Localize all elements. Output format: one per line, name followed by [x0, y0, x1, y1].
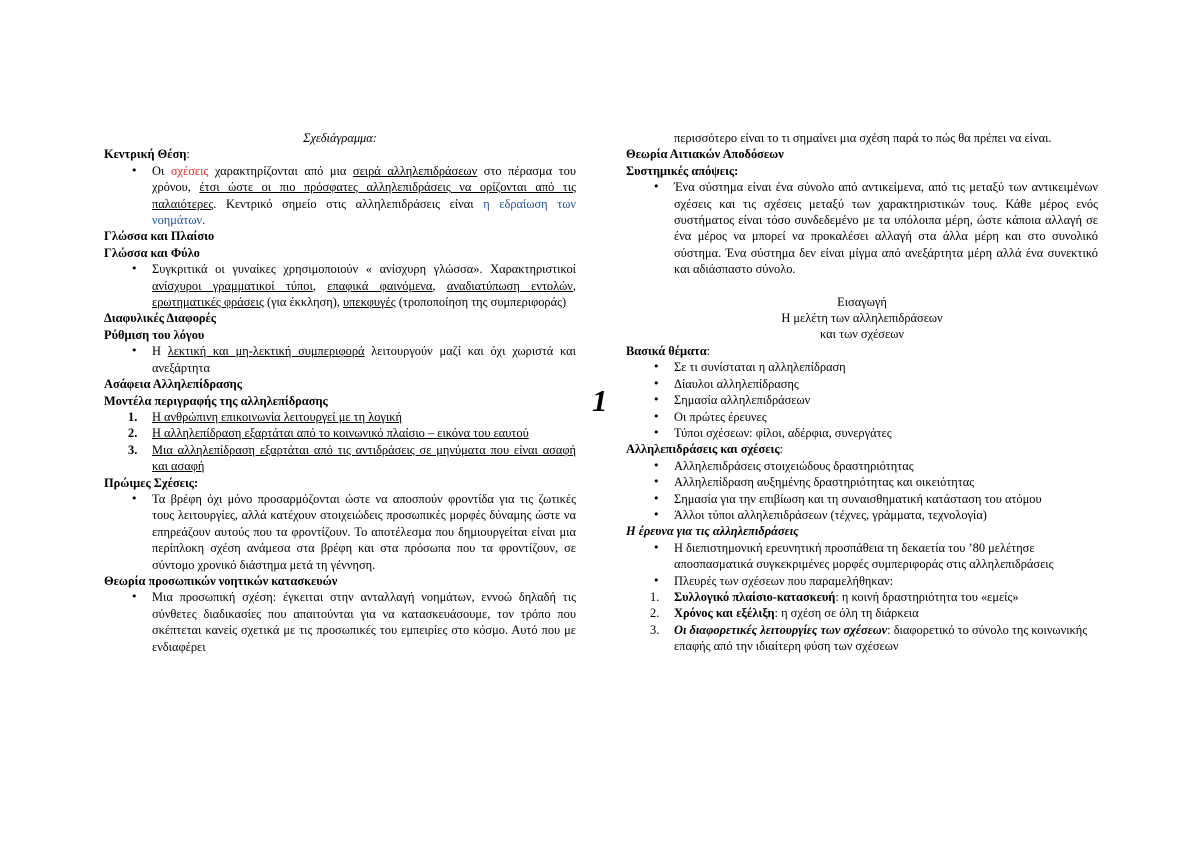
heading-interactions-relations [626, 441, 1098, 457]
underlined-text: επαφικά φαινόμενα [327, 278, 433, 293]
list-item-text: Η ανθρώπινη επικοινωνία λειτουργεί με τη λογική [152, 409, 402, 424]
list-number: 1. [650, 589, 660, 604]
underlined-text: υπεκφυγές [343, 295, 396, 310]
list-item: • Αλληλεπίδραση αυξημένης δραστηριότητας και οικειότητας [626, 474, 1098, 490]
list-item [104, 425, 576, 441]
systemic-list [626, 179, 1098, 277]
list-number: 3. [128, 442, 138, 457]
heading-label: Αλληλεπιδράσεις και σχέσεις [626, 442, 780, 457]
heading-language-context: Γλώσσα και Πλαίσιο [104, 229, 215, 244]
underlined-text: ανίσχυροι γραμματικοί τύποι [152, 278, 313, 293]
text-run: χαρακτηρίζονται από μια [208, 163, 353, 178]
list-item: • Πλευρές των σχέσεων που παραμελήθηκαν: [626, 573, 1098, 589]
basic-topics-list [626, 359, 1098, 441]
list-item: • Σημασία αλληλεπιδράσεων [626, 392, 1098, 408]
list-item: • Τα βρέφη όχι μόνο προσαρμόζονται ώστε να αποσπούν φροντίδα για τις ζωτικές τους λειτουργίες, αλλά κατέχουν στοιχειώδεις προσωπικές μορφές δύναμης ώστε να επηρεάζουν αυτούς που τα φροντίζουν. Το αποτέλεσμα που δημιουργείται είναι μια περίπλοκη σχέση ανάμεσα στα βρέφη και στα πρόσωπα που τα φροντίζουν, σε σύντομο χρονικό διάστημα μετά τη γέννηση. [104, 491, 576, 573]
underlined-text: σειρά αλληλεπιδράσεων [352, 163, 478, 178]
text-run: , [432, 278, 447, 293]
underlined-text: λεκτική και μη-λεκτική συμπεριφορά [167, 344, 365, 359]
text-run: . Κεντρικό σημείο στις αλληλεπιδράσεις είναι [213, 196, 484, 211]
list-item-label: Οι διαφορετικές λειτουργίες των σχέσεων [674, 622, 888, 637]
list-item: • Σε τι συνίσταται η αλληλεπίδραση [626, 359, 1098, 375]
list-item-text: : διαφορετικό το σύνολο της κοινωνικής επαφής από την ιδιαίτερη φύση των σχέσεων [674, 622, 1088, 654]
text-run: στο πέρασμα του χρόνου, [152, 163, 576, 195]
intro-subtitle: και των σχέσεων [820, 327, 904, 342]
highlight-relations: σχέσεις [170, 163, 209, 178]
left-column [104, 130, 576, 655]
list-item: • Οι πρώτες έρευνες [626, 409, 1098, 425]
text-run: Οι [152, 163, 171, 178]
heading-label: Κεντρική Θέση [104, 147, 187, 162]
list-item [626, 622, 1098, 655]
early-relations-list [104, 491, 576, 573]
list-item-text: : η σχέση σε όλη τη διάρκεια [774, 606, 919, 621]
heading-research: Η έρευνα για τις αλληλεπιδράσεις [626, 524, 799, 539]
list-item-text: Μια αλληλεπίδραση εξαρτάται από τις αντιδράσεις σε μηνύματα που είναι ασαφή και ασαφή [152, 442, 576, 474]
heading-personal-constructs: Θεωρία προσωπικών νοητικών κατασκευών [104, 573, 338, 588]
heading-central-thesis [104, 146, 576, 162]
list-item-text: Η αλληλεπίδραση εξαρτάται από το κοινωνικό πλαίσιο – εικόνα του εαυτού [152, 426, 529, 441]
list-item: • Δίαυλοι αλληλεπίδρασης [626, 376, 1098, 392]
list-item-label: Χρόνος και εξέλιξη [674, 606, 775, 621]
continuation-text: περισσότερο είναι το τι σημαίνει μια σχέση παρά το πώς θα πρέπει να είναι. [674, 131, 1052, 145]
list-number: 3. [650, 622, 660, 637]
heading-ambiguity: Ασάφεια Αλληλεπίδρασης [104, 377, 242, 392]
list-item [104, 442, 576, 475]
gender-list [104, 261, 576, 310]
heading-attribution-theory: Θεωρία Αιτιακών Αποδόσεων [626, 147, 784, 162]
list-number: 1. [128, 409, 138, 424]
list-item [104, 343, 576, 376]
list-number: 2. [650, 606, 660, 621]
right-column [626, 130, 1098, 655]
heading-label: Βασικά θέματα [626, 343, 707, 358]
text-run: (για έκκληση), [263, 295, 344, 310]
heading-basic-topics [626, 343, 1098, 359]
heading-systemic-views: Συστημικές απόψεις: [626, 163, 739, 178]
list-item [626, 605, 1098, 621]
list-item: • Αλληλεπιδράσεις στοιχειώδους δραστηριότητας [626, 458, 1098, 474]
heading-colon: : [186, 147, 190, 162]
intro-heading: Εισαγωγή [837, 294, 887, 309]
heading-colon: : [779, 442, 784, 457]
research-list [626, 540, 1098, 589]
list-item: • Η διεπιστημονική ερευνητική προσπάθεια τη δεκαετία του ’80 μελέτησε αποσπασματικά συγκεκριμένες μορφές συμπεριφοράς στις αλληλεπιδράσεις [626, 540, 1098, 573]
list-item [104, 409, 576, 425]
list-item: • Ένα σύστημα είναι ένα σύνολο από αντικείμενα, από τις μεταξύ των αντικειμένων σχέσεις και τις σχέσεις μεταξύ των χαρακτηριστικών τους. Κάθε μέρος ενός συστήματος είναι τόσο συνδεδεμένο με τα υπόλοιπα μέρη, ώστε κάποια αλλαγή σε ένα μέρος να μπορεί να προκαλέσει αλλαγή στα άλλα μέρη και στο συνολικό σύστημα. Ένα σύστημα δεν είναι μίγμα από ανεξάρτητα μέρη αλλά ένα συνεκτικό και αδιάσπαστο σύνολο. [626, 179, 1098, 277]
text-run: Η [152, 344, 168, 359]
underlined-text: αναδιατύπωση εντολών [446, 278, 573, 293]
heading-language-gender: Γλώσσα και Φύλο [104, 245, 200, 260]
underlined-text: έτσι ώστε οι πιο πρόσφατες αλληλεπιδράσεις να ορίζονται από τις παλαιότερες [152, 180, 576, 211]
neglected-aspects-list [626, 589, 1098, 655]
text-run: (τροποποίηση της συμπεριφοράς) [395, 295, 567, 310]
central-thesis-list [104, 163, 576, 229]
highlight-meanings: η εδραίωση των νοημάτων [152, 196, 576, 228]
interactions-list [626, 458, 1098, 524]
list-item: • Μια προσωπική σχέση: έγκειται στην ανταλλαγή νοημάτων, εννοώ δηλαδή τις σύνθετες διαδικασίες που απαιτούνται για να κατασκευάσουμε, τον τρόπο που σκέπτεται κανείς σχετικά με τις προσωπικές του εμπειρίες στο κόσμο. Αυτό που με ενδιαφέρει [104, 589, 576, 655]
list-item [626, 589, 1098, 605]
intro-subtitle: Η μελέτη των αλληλεπιδράσεων [781, 311, 943, 326]
text-run: λειτουργούν μαζί και όχι χωριστά και ανεξάρτητα [152, 344, 576, 375]
regulation-list [104, 343, 576, 376]
underlined-text: ερωτηματικές φράσεις [152, 295, 264, 310]
list-item: • Σημασία για την επιβίωση και τη συναισθηματική κατάσταση του ατόμου [626, 491, 1098, 507]
list-item: • Άλλοι τύποι αλληλεπιδράσεων (τέχνες, γράμματα, τεχνολογία) [626, 507, 1098, 523]
list-item: • Τύποι σχέσεων: φίλοι, αδέρφια, συνεργάτες [626, 425, 1098, 441]
heading-cultural-differences: Διαφυλικές Διαφορές [104, 311, 217, 326]
constructs-list [104, 589, 576, 655]
list-item-text: : η κοινή δραστηριότητα του «εμείς» [835, 589, 1019, 604]
list-number: 2. [128, 426, 138, 441]
list-item-label: Συλλογικό πλαίσιο-κατασκευή [674, 589, 836, 604]
heading-early-relations: Πρώιμες Σχέσεις: [104, 475, 199, 490]
list-item [104, 163, 576, 229]
heading-colon: : [706, 343, 711, 358]
page-number: 1 [592, 383, 608, 418]
plan-title: Σχεδιάγραμμα: [303, 131, 377, 145]
text-run: , [312, 278, 328, 293]
heading-regulation: Ρύθμιση του λόγου [104, 327, 205, 342]
text-run: , [572, 278, 577, 293]
list-item [104, 261, 576, 310]
heading-models: Μοντέλα περιγραφής της αλληλεπίδρασης [104, 393, 328, 408]
models-list [104, 409, 576, 475]
text-run: Συγκριτικά οι γυναίκες χρησιμοποιούν « ανίσχυρη γλώσσα». Χαρακτηριστικοί [152, 262, 576, 277]
text-run: . [202, 213, 206, 228]
